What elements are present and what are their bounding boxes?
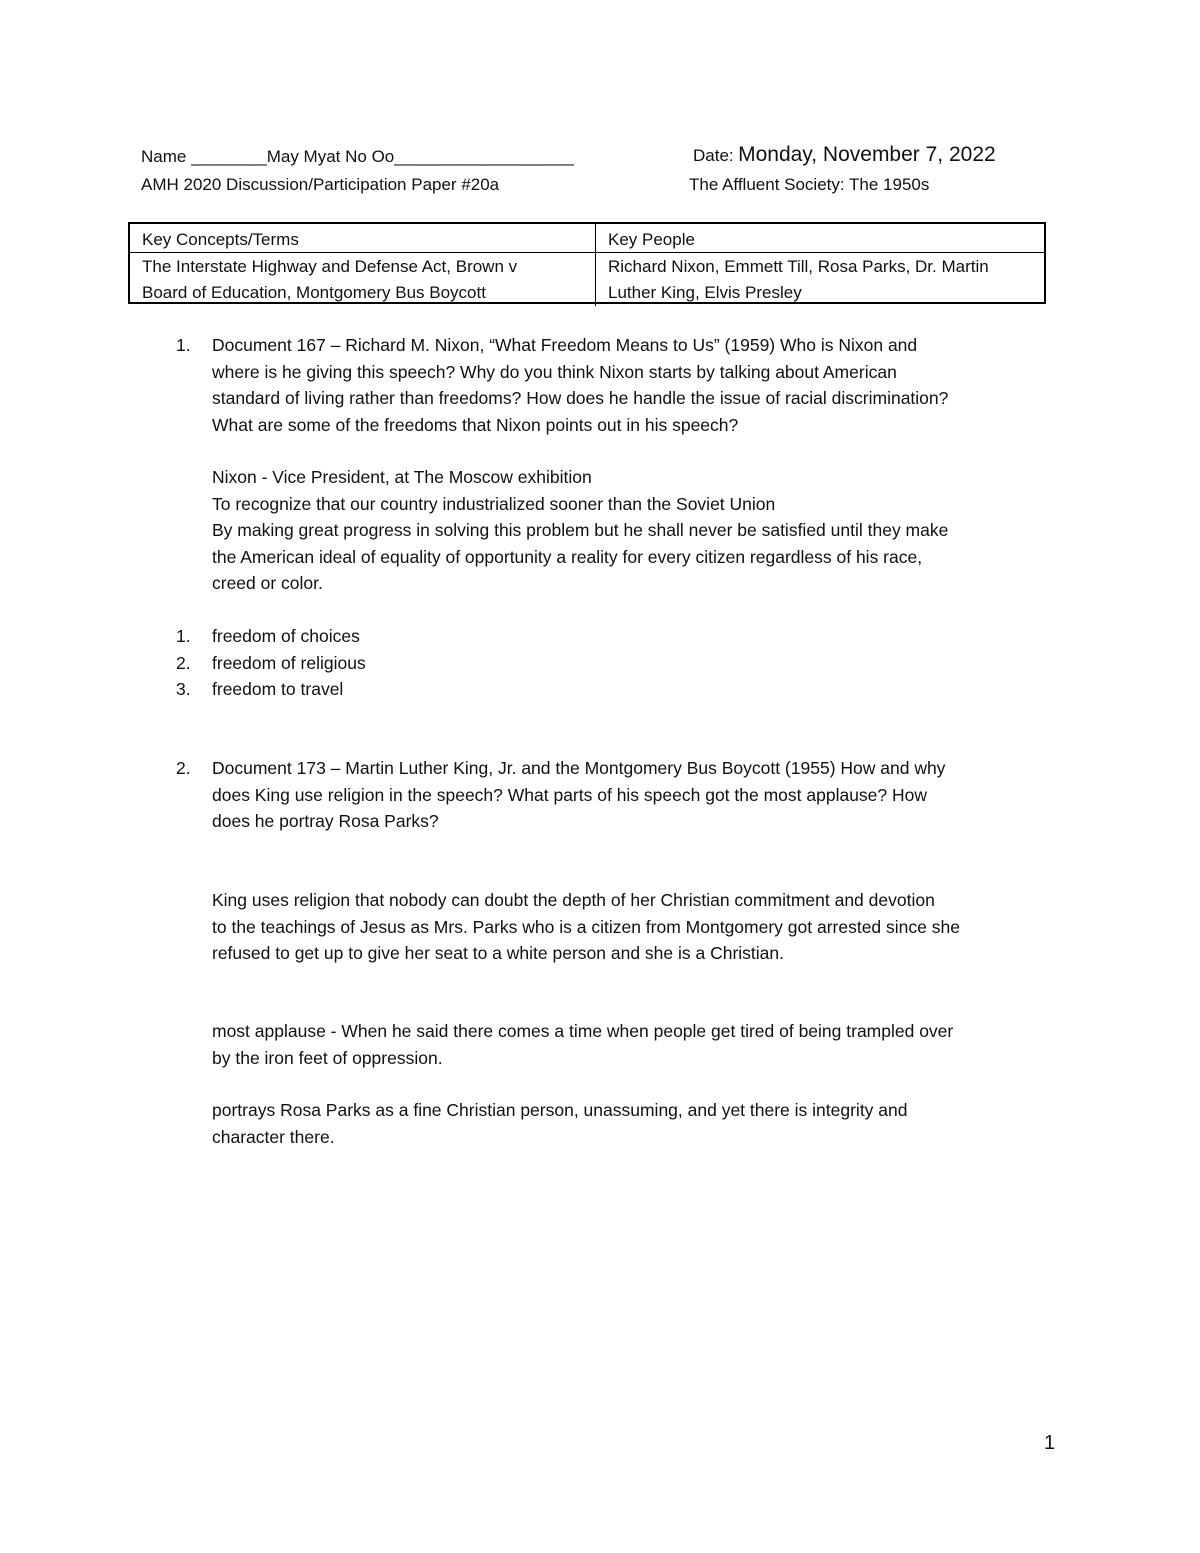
text-line: creed or color. — [212, 573, 323, 593]
table-cell-line: The Interstate Highway and Defense Act, Brown v — [142, 257, 518, 276]
list-number: 3. — [176, 679, 191, 699]
text-line: the American ideal of equality of opportunity a reality for every citizen regardless of his race, — [212, 546, 923, 567]
key-terms-table — [128, 222, 1046, 304]
name-line: Name ________May Myat No Oo___________________ — [141, 147, 574, 166]
text-line: refused to get up to give her seat to a white person and she is a Christian. — [212, 943, 785, 963]
course-line: AMH 2020 Discussion/Participation Paper #20a — [141, 175, 500, 194]
answer-text — [212, 1018, 1062, 1071]
answer-text — [212, 1097, 1062, 1150]
text-line: King uses religion that nobody can doubt the depth of her Christian commitment and devotion — [212, 890, 935, 910]
answer-text — [212, 887, 1062, 967]
text-line: standard of living rather than freedoms? How does he handle the issue of racial discrimination? — [212, 388, 949, 408]
answer-text — [212, 464, 1062, 597]
text-line: to the teachings of Jesus as Mrs. Parks who is a citizen from Montgomery got arrested since she — [212, 916, 960, 937]
list-item — [0, 623, 1200, 650]
list-text: freedom to travel — [212, 679, 344, 699]
text-line: By making great progress in solving this problem but he shall never be satisfied until they make — [212, 520, 949, 540]
date-value: Monday, November 7, 2022 — [738, 143, 996, 166]
text-line: Document 173 – Martin Luther King, Jr. and the Montgomery Bus Boycott (1955) How and why — [212, 758, 946, 778]
list-item — [0, 676, 1200, 703]
question-number: 1. — [176, 335, 191, 355]
list-text: freedom of choices — [212, 626, 360, 646]
topic-line: The Affluent Society: The 1950s — [689, 175, 930, 194]
text-line: Nixon - Vice President, at The Moscow exhibition — [212, 467, 592, 487]
table-cell-line: Richard Nixon, Emmett Till, Rosa Parks, Dr. Martin — [608, 257, 989, 276]
text-line: does he portray Rosa Parks? — [212, 811, 439, 831]
text-line: where is he giving this speech? Why do you think Nixon starts by talking about American — [212, 361, 897, 382]
table-cell-concepts — [130, 252, 595, 306]
text-line: portrays Rosa Parks as a fine Christian person, unassuming, and yet there is integrity and — [212, 1100, 908, 1120]
list-item — [0, 650, 1200, 677]
text-line: Document 167 – Richard M. Nixon, “What Freedom Means to Us” (1959) Who is Nixon and — [212, 335, 918, 355]
question-number: 2. — [176, 758, 191, 778]
list-number: 1. — [176, 626, 191, 646]
table-cell-line: Luther King, Elvis Presley — [608, 283, 802, 302]
question-text — [212, 332, 1062, 438]
text-line: What are some of the freedoms that Nixon points out in his speech? — [212, 414, 739, 435]
table-header-concepts: Key Concepts/Terms — [142, 230, 299, 249]
text-line: does King use religion in the speech? What parts of his speech got the most applause? How — [212, 784, 928, 805]
table-cell-line: Board of Education, Montgomery Bus Boycott — [142, 283, 486, 302]
page-number: 1 — [1044, 1432, 1056, 1454]
list-number: 2. — [176, 652, 191, 673]
list-text: freedom of religious — [212, 652, 366, 673]
question-text — [212, 755, 1062, 835]
text-line: by the iron feet of oppression. — [212, 1047, 443, 1068]
text-line: To recognize that our country industrialized sooner than the Soviet Union — [212, 493, 776, 514]
freedoms-list — [0, 623, 1200, 703]
date-label: Date: — [693, 146, 734, 165]
table-cell-people — [595, 252, 1044, 306]
table-header-people: Key People — [595, 224, 1044, 252]
date-line — [693, 143, 996, 167]
text-line: character there. — [212, 1126, 335, 1147]
text-line: most applause - When he said there comes a time when people get tired of being trampled over — [212, 1021, 954, 1041]
